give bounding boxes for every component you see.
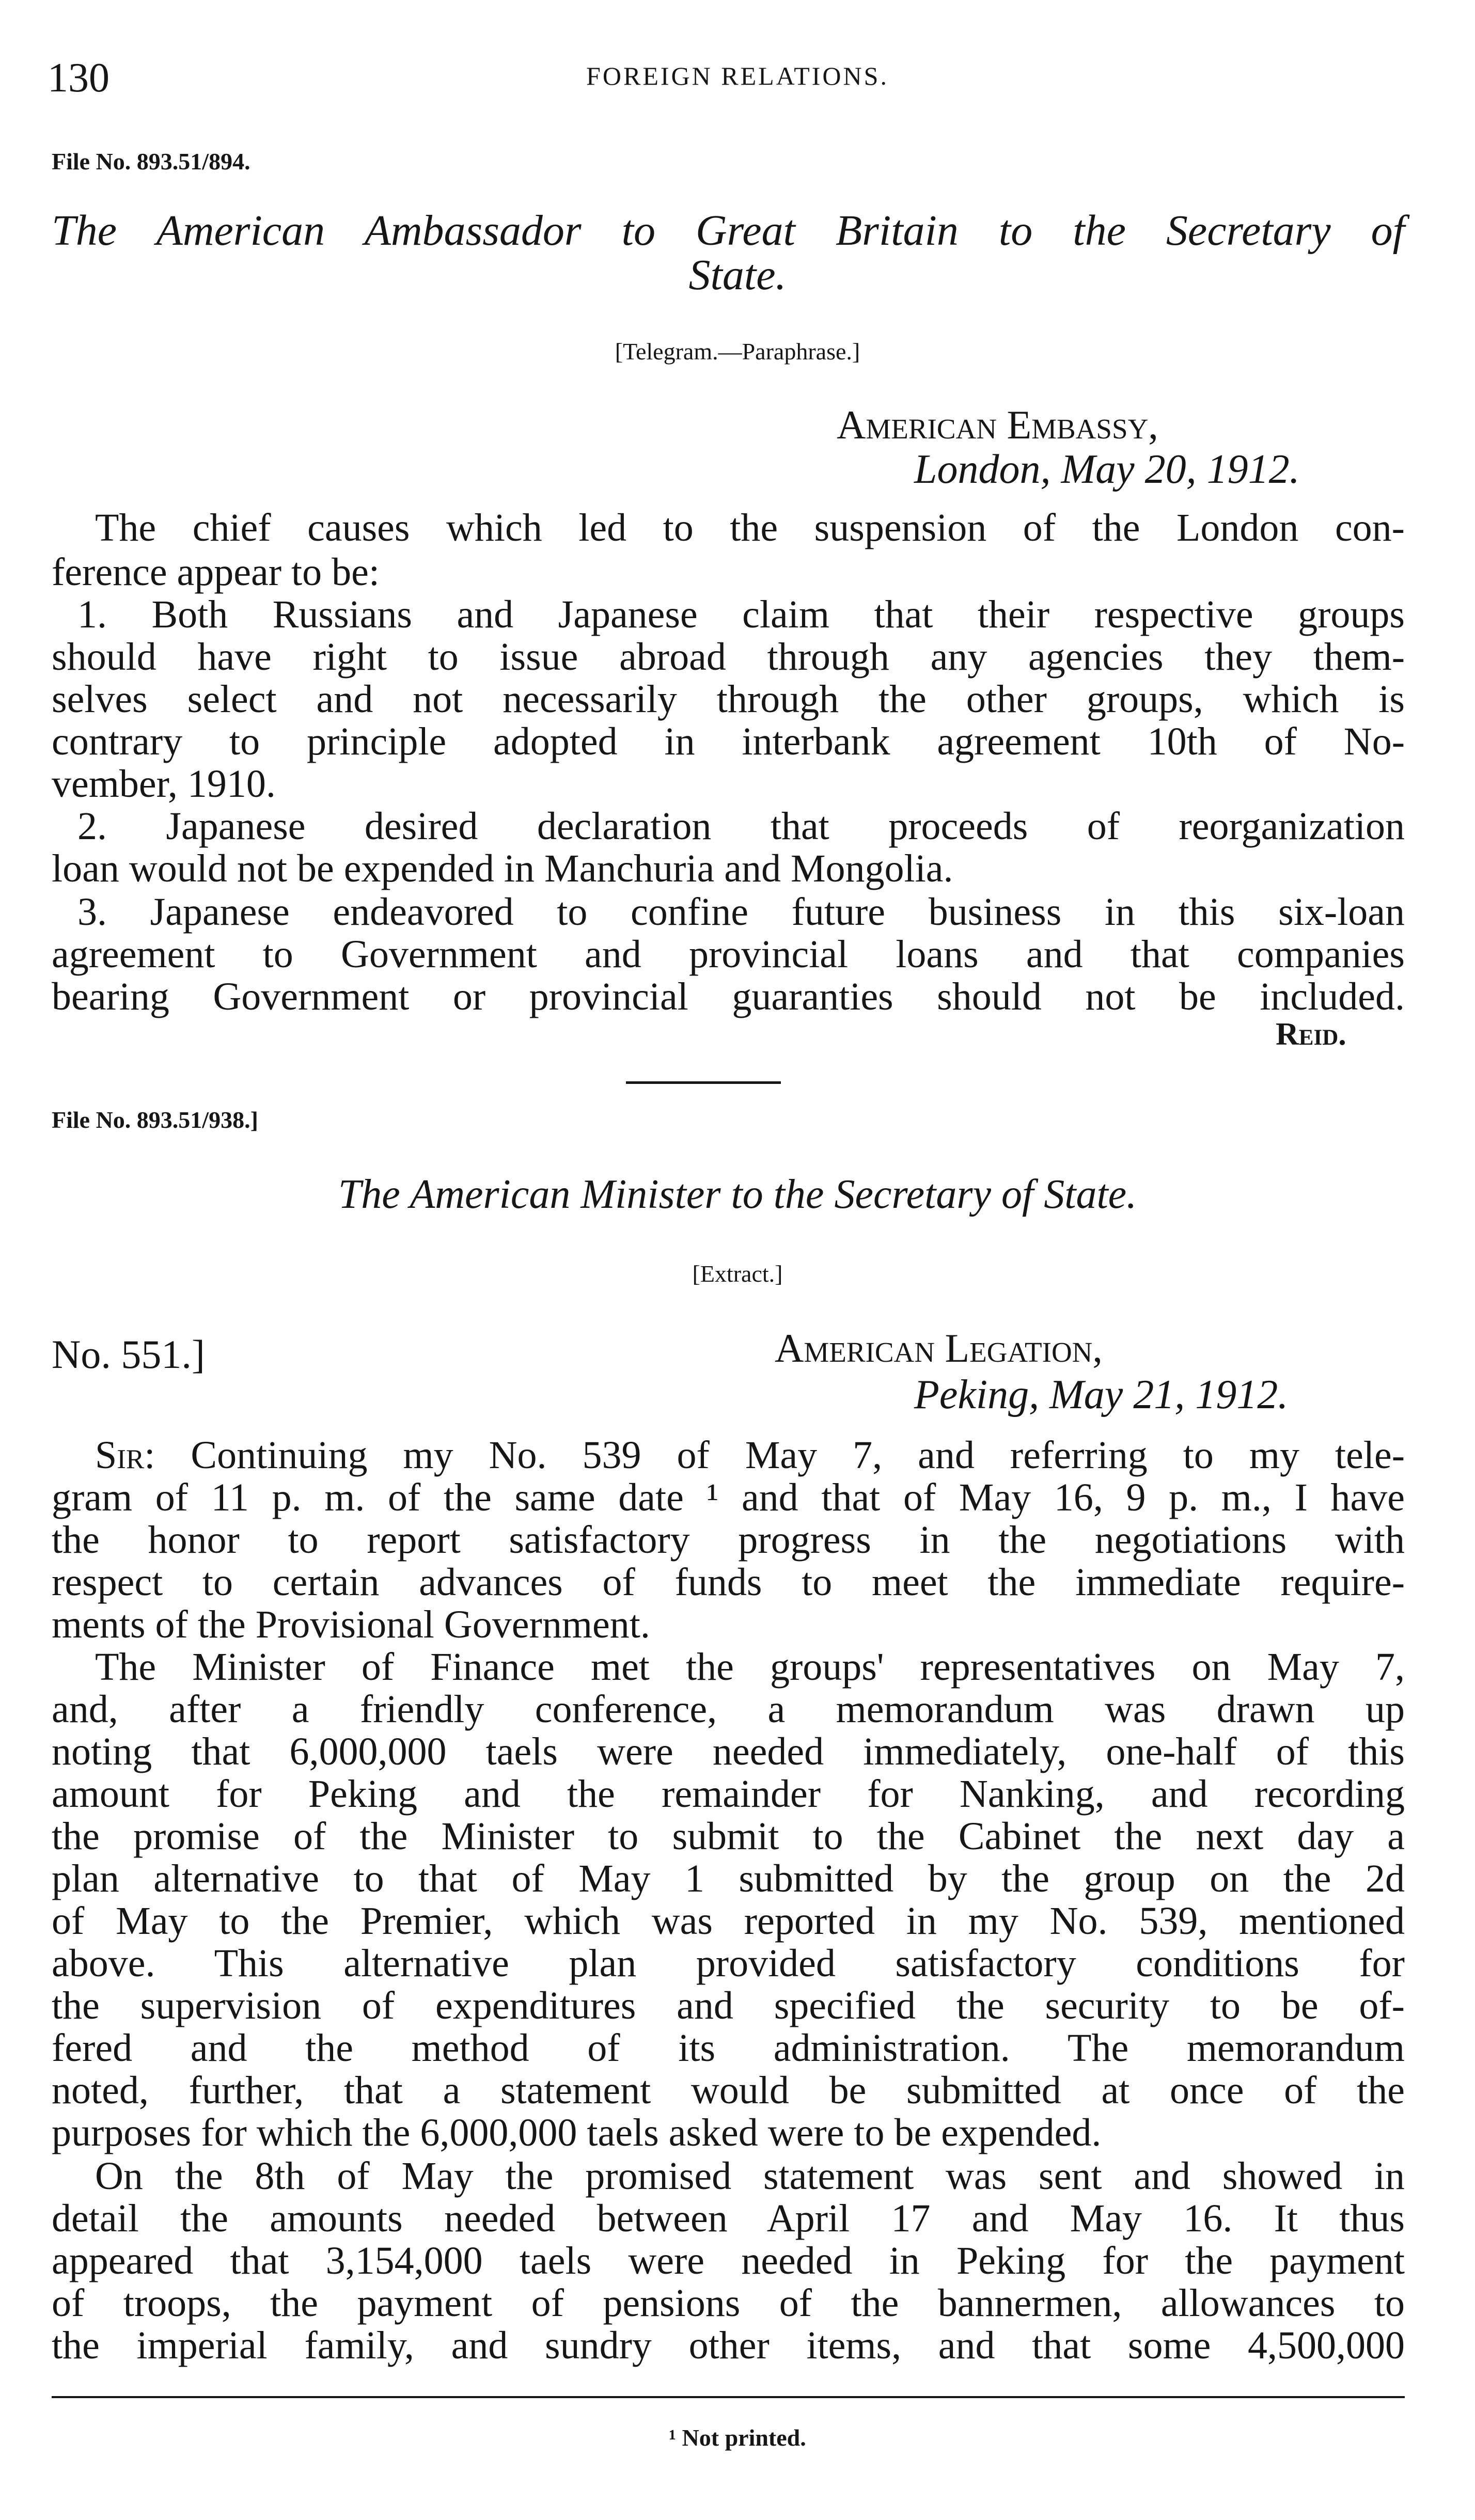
salutation: Sir: bbox=[95, 1434, 155, 1477]
paragraph-line: noting that 6,000,000 taels were needed immediately, one-half of this bbox=[52, 1730, 1405, 1773]
paragraph-line: noted, further, that a statement would be submitted at once of the bbox=[52, 2069, 1405, 2112]
page-number: 130 bbox=[48, 55, 109, 101]
paragraph-line: ments of the Provisional Government. bbox=[52, 1603, 650, 1646]
telegram-note: [Telegram.—Paraphrase.] bbox=[615, 338, 860, 365]
paragraph-line: the supervision of expenditures and specified the security to be of- bbox=[52, 1984, 1405, 2027]
paragraph-line: plan alternative to that of May 1 submitted by the group on the 2d bbox=[52, 1857, 1405, 1900]
paragraph-line: bearing Government or provincial guaranties should not be included. bbox=[52, 975, 1405, 1018]
paragraph-line: of troops, the payment of pensions of the bannermen, allowances to bbox=[52, 2281, 1405, 2325]
paragraph-line: loan would not be expended in Manchuria and Mongolia. bbox=[52, 847, 953, 890]
paragraph-line: the imperial family, and sundry other items, and that some 4,500,000 bbox=[52, 2324, 1405, 2367]
sender-place: American Embassy, bbox=[837, 402, 1158, 447]
extract-note: [Extract.] bbox=[692, 1261, 783, 1287]
paragraph-line: the promise of the Minister to submit to the Cabinet the next day a bbox=[52, 1815, 1405, 1858]
paragraph-line: gram of 11 p. m. of the same date ¹ and that of May 16, 9 p. m., I have bbox=[52, 1476, 1405, 1519]
paragraph-line: selves select and not necessarily through the other groups, which is bbox=[52, 678, 1405, 721]
paragraph-line bbox=[95, 1434, 1405, 1477]
paragraph-line: 3. Japanese endeavored to confine future business in this six-loan bbox=[77, 890, 1405, 934]
paragraph-line: should have right to issue abroad through any agencies they them- bbox=[52, 635, 1405, 679]
paragraph-line: and, after a friendly conference, a memorandum was drawn up bbox=[52, 1688, 1405, 1731]
paragraph-line: On the 8th of May the promised statement was sent and showed in bbox=[95, 2154, 1405, 2198]
running-title: FOREIGN RELATIONS. bbox=[586, 61, 889, 90]
paragraph-line: 2. Japanese desired declaration that proceeds of reorganization bbox=[77, 805, 1405, 848]
paragraph-line: the honor to report satisfactory progress in the negotiations with bbox=[52, 1518, 1405, 1562]
paragraph-line: contrary to principle adopted in interbank agreement 10th of No- bbox=[52, 720, 1405, 763]
footnote-rule bbox=[52, 2396, 1405, 2398]
paragraph-line: respect to certain advances of funds to meet the immediate require- bbox=[52, 1561, 1405, 1604]
dispatch-number: No. 551.] bbox=[52, 1332, 205, 1377]
paragraph-line: above. This alternative plan provided satisfactory conditions for bbox=[52, 1942, 1405, 1985]
document-title: The American Minister to the Secretary of State. bbox=[338, 1172, 1137, 1217]
paragraph-line: vember, 1910. bbox=[52, 762, 276, 806]
paragraph-line: amount for Peking and the remainder for Nanking, and recording bbox=[52, 1772, 1405, 1816]
dateline: Peking, May 21, 1912. bbox=[914, 1372, 1289, 1418]
paragraph-line: purposes for which the 6,000,000 taels asked were to be expended. bbox=[52, 2111, 1102, 2154]
sender-place: American Legation, bbox=[775, 1326, 1103, 1371]
dateline: London, May 20, 1912. bbox=[914, 447, 1300, 492]
document-title: The American Ambassador to Great Britain to the Secretary of bbox=[52, 207, 1405, 255]
paragraph-line: fered and the method of its administration. The memorandum bbox=[52, 2026, 1405, 2070]
paragraph-line-text: Continuing my No. 539 of May 7, and referring to my tele- bbox=[155, 1434, 1405, 1477]
footnote: ¹ Not printed. bbox=[669, 2424, 806, 2451]
paragraph-line: appeared that 3,154,000 taels were needed in Peking for the payment bbox=[52, 2239, 1405, 2282]
paragraph-line: The chief causes which led to the suspension of the London con- bbox=[95, 506, 1405, 549]
signature: Reid. bbox=[1276, 1017, 1346, 1052]
file-number: File No. 893.51/938.] bbox=[52, 1107, 258, 1133]
file-number: File No. 893.51/894. bbox=[52, 148, 250, 175]
paragraph-line: of May to the Premier, which was reported in my No. 539, mentioned bbox=[52, 1899, 1405, 1943]
paragraph-line: The Minister of Finance met the groups' representatives on May 7, bbox=[95, 1645, 1405, 1689]
paragraph-line: agreement to Government and provincial loans and that companies bbox=[52, 933, 1405, 976]
section-divider bbox=[626, 1081, 781, 1084]
paragraph-line: ference appear to be: bbox=[52, 550, 380, 594]
paragraph-line: detail the amounts needed between April 17 and May 16. It thus bbox=[52, 2197, 1405, 2240]
document-title-continued: State. bbox=[688, 251, 787, 299]
paragraph-line: 1. Both Russians and Japanese claim that their respective groups bbox=[77, 593, 1405, 636]
